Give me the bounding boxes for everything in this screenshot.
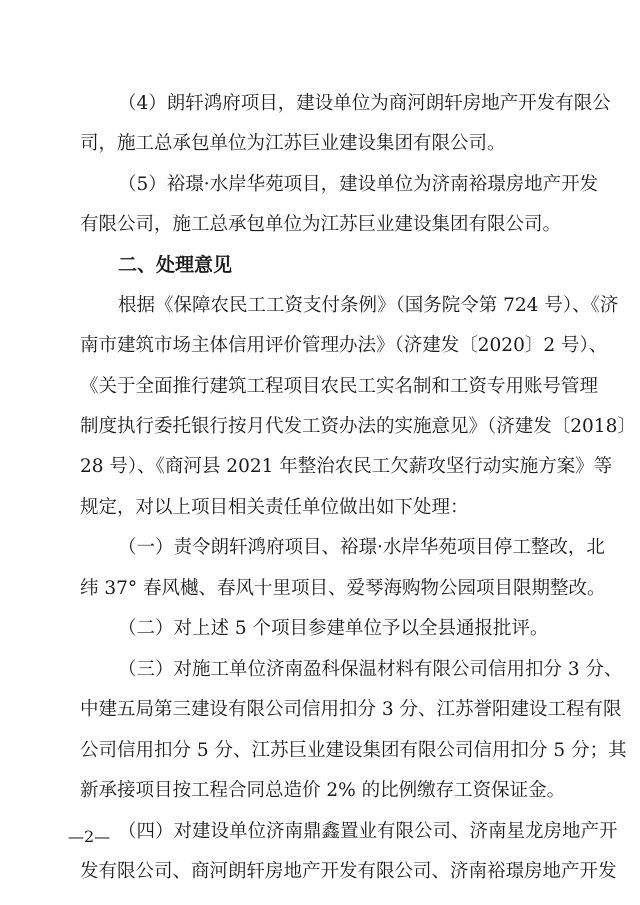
paragraph-line: 中建五局第三建设有限公司信用扣分 3 分、江苏誉阳建设工程有限	[80, 699, 622, 720]
paragraph-line: （二）对上述 5 个项目参建单位予以全县通报批评。	[118, 618, 549, 639]
paragraph-line: 纬 37° 春风樾、春风十里项目、爱琴海购物公园项目限期整改。	[80, 578, 606, 599]
paragraph-line: （三）对施工单位济南盈科保温材料有限公司信用扣分 3 分、	[118, 659, 623, 680]
paragraph-line: 制度执行委托银行按月代发工资办法的实施意见》（济建发〔2018〕	[80, 416, 636, 437]
paragraph-line: 发有限公司、商河朗轩房地产开发有限公司、济南裕璟房地产开发	[80, 861, 617, 882]
paragraph-line: 《关于全面推行建筑工程项目农民工实名制和工资专用账号管理	[80, 376, 599, 397]
paragraph-line: （四）对建设单位济南鼎鑫置业有限公司、济南星龙房地产开	[118, 821, 618, 842]
paragraph-line: 根据《保障农民工工资支付条例》（国务院令第 724 号）、《济	[118, 295, 619, 316]
section-heading: 二、处理意见	[118, 254, 233, 276]
page-number: —2—	[68, 827, 111, 846]
paragraph-line: （5）裕璟·水岸华苑项目，建设单位为济南裕璟房地产开发	[118, 174, 599, 195]
paragraph-line: （一）责令朗轩鸿府项目、裕璟·水岸华苑项目停工整改，北	[118, 537, 605, 558]
paragraph-line: 南市建筑市场主体信用评价管理办法》（济建发〔2020〕2 号）、	[80, 335, 608, 356]
paragraph-line: 规定，对以上项目相关责任单位做出如下处理：	[80, 497, 469, 518]
paragraph-line: 公司信用扣分 5 分、江苏巨业建设集团有限公司信用扣分 5 分；其	[80, 740, 627, 761]
paragraph-line: 司，施工总承包单位为江苏巨业建设集团有限公司。	[80, 133, 506, 154]
paragraph-line: 新承接项目按工程合同总造价 2% 的比例缴存工资保证金。	[80, 780, 566, 801]
paragraph-line: 28 号）、《商河县 2021 年整治农民工欠薪攻坚行动实施方案》等	[80, 456, 613, 477]
paragraph-line: 有限公司，施工总承包单位为江苏巨业建设集团有限公司。	[80, 214, 562, 235]
paragraph-line: （4）朗轩鸿府项目，建设单位为商河朗轩房地产开发有限公	[118, 93, 611, 114]
